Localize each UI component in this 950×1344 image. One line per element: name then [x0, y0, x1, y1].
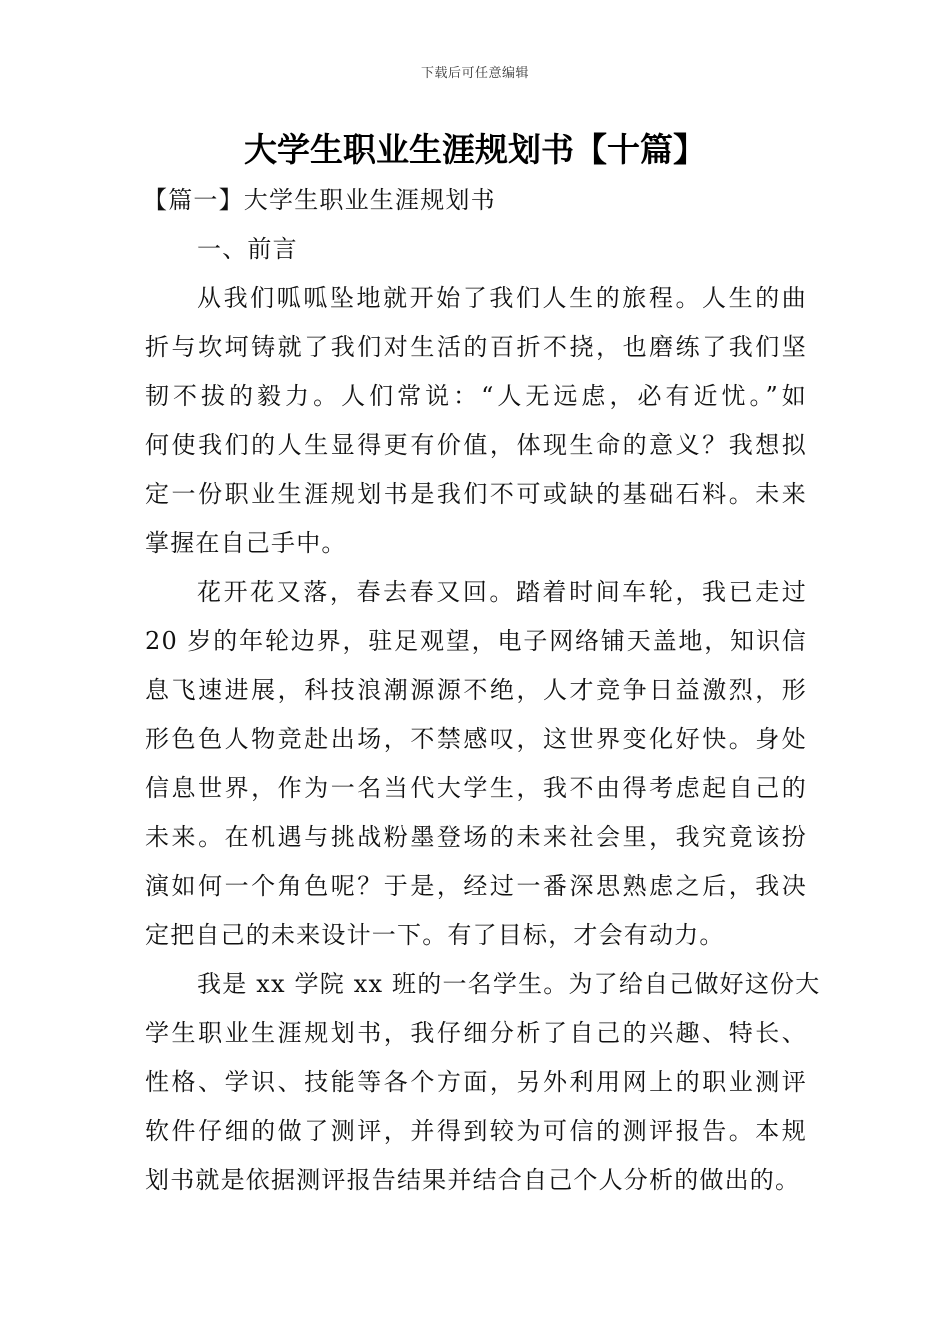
paragraph-line: 软件仔细的做了测评，并得到较为可信的测评报告。本规 — [145, 1117, 807, 1145]
paragraph-2 — [145, 568, 807, 960]
paragraph-line: 未来。在机遇与挑战粉墨登场的未来社会里，我究竟该扮 — [145, 823, 807, 851]
paragraph-line: 花开花又落，春去春又回。踏着时间车轮，我已走过 — [197, 578, 807, 606]
paragraph-line: 韧不拔的毅力。人们常说：“人无远虑，必有近忧。”如 — [145, 382, 807, 410]
subheading-preface: 一、前言 — [197, 235, 298, 263]
paragraph-line: 划书就是依据测评报告结果并结合自己个人分析的做出的。 — [145, 1166, 801, 1194]
paragraph-3 — [145, 960, 821, 1205]
document-title: 大学生职业生涯规划书【十篇】 — [244, 130, 706, 169]
header-note: 下载后可任意编辑 — [420, 66, 529, 81]
paragraph-line: 从我们呱呱坠地就开始了我们人生的旅程。人生的曲 — [197, 284, 807, 312]
paragraph-line: 折与坎坷铸就了我们对生活的百折不挠，也磨练了我们坚 — [145, 333, 807, 361]
paragraph-line: 形色色人物竞赴出场，不禁感叹，这世界变化好快。身处 — [145, 725, 807, 753]
paragraph-line: 20 岁的年轮边界，驻足观望，电子网络铺天盖地，知识信 — [145, 627, 807, 655]
paragraph-1 — [145, 274, 807, 568]
document-body — [143, 176, 821, 1205]
paragraph-line: 何使我们的人生显得更有价值，体现生命的意义？我想拟 — [145, 431, 807, 459]
paragraph-line: 息飞速进展，科技浪潮源源不绝，人才竞争日益激烈，形 — [145, 676, 807, 704]
paragraph-line: 定一份职业生涯规划书是我们不可或缺的基础石料。未来 — [145, 480, 807, 508]
section-heading: 【篇一】大学生职业生涯规划书 — [143, 186, 496, 214]
paragraph-line: 信息世界，作为一名当代大学生，我不由得考虑起自己的 — [145, 774, 807, 802]
paragraph-line: 掌握在自己手中。 — [145, 529, 347, 557]
paragraph-line: 学生职业生涯规划书，我仔细分析了自己的兴趣、特长、 — [145, 1019, 807, 1047]
paragraph-line: 定把自己的未来设计一下。有了目标，才会有动力。 — [145, 921, 725, 949]
paragraph-line: 性格、学识、技能等各个方面，另外利用网上的职业测评 — [145, 1068, 807, 1096]
paragraph-line: 我是 xx 学院 xx 班的一名学生。为了给自己做好这份大 — [197, 970, 821, 998]
paragraph-line: 演如何一个角色呢？于是，经过一番深思熟虑之后，我决 — [145, 872, 807, 900]
